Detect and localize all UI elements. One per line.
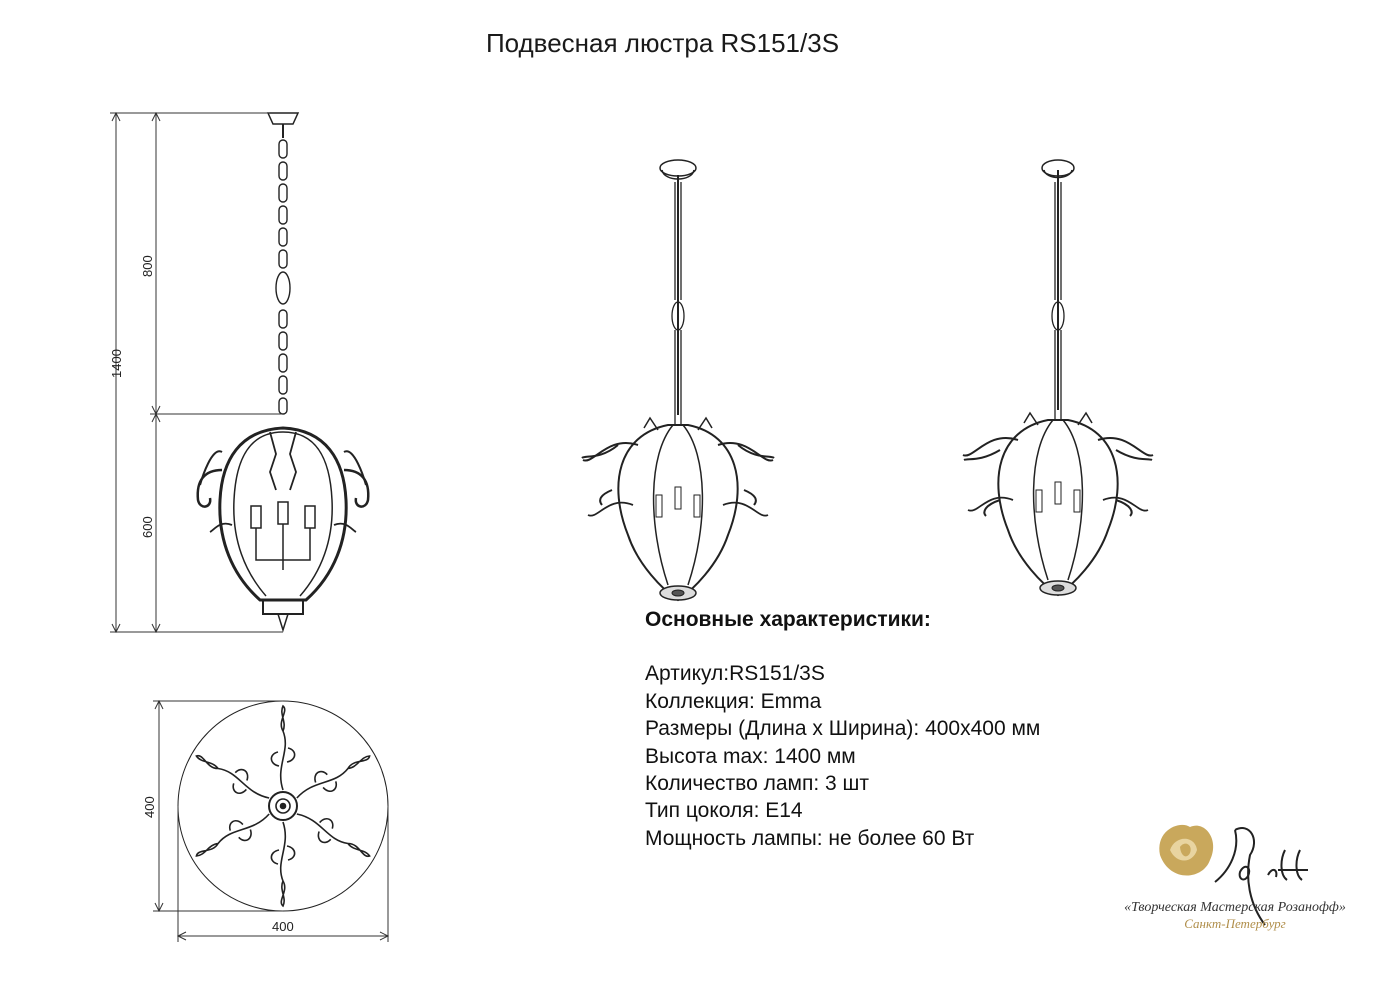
top-view bbox=[142, 701, 388, 942]
perspective-view-1 bbox=[582, 160, 774, 600]
brand-city: Санкт-Петербург bbox=[1184, 916, 1286, 931]
perspective-view-2 bbox=[963, 160, 1153, 595]
spec-lamps: Количество ламп: 3 шт bbox=[645, 772, 869, 796]
spec-article: Артикул:RS151/3S bbox=[645, 662, 825, 686]
dimension-top-height: 400 bbox=[142, 796, 157, 818]
spec-height: Высота max: 1400 мм bbox=[645, 744, 856, 768]
dimension-total-height: 1400 bbox=[109, 349, 124, 378]
dimension-top-width: 400 bbox=[272, 919, 294, 934]
brand-name: «Творческая Мастерская Розанофф» bbox=[1124, 900, 1346, 915]
specifications-block bbox=[645, 606, 1205, 852]
spec-socket: Тип цоколя: E14 bbox=[645, 799, 803, 823]
spec-size: Размеры (Длина х Ширина): 400х400 мм bbox=[645, 717, 1041, 741]
front-view bbox=[109, 113, 368, 632]
dimension-chain-height: 800 bbox=[140, 255, 155, 277]
spec-power: Мощность лампы: не более 60 Вт bbox=[645, 826, 975, 850]
spec-collection: Коллекция: Emma bbox=[645, 689, 822, 713]
dimension-body-height: 600 bbox=[140, 516, 155, 538]
specs-heading: Основные характеристики: bbox=[645, 608, 931, 631]
brand-caption bbox=[1100, 900, 1370, 932]
page-title: Подвесная люстра RS151/3S bbox=[485, 28, 840, 58]
